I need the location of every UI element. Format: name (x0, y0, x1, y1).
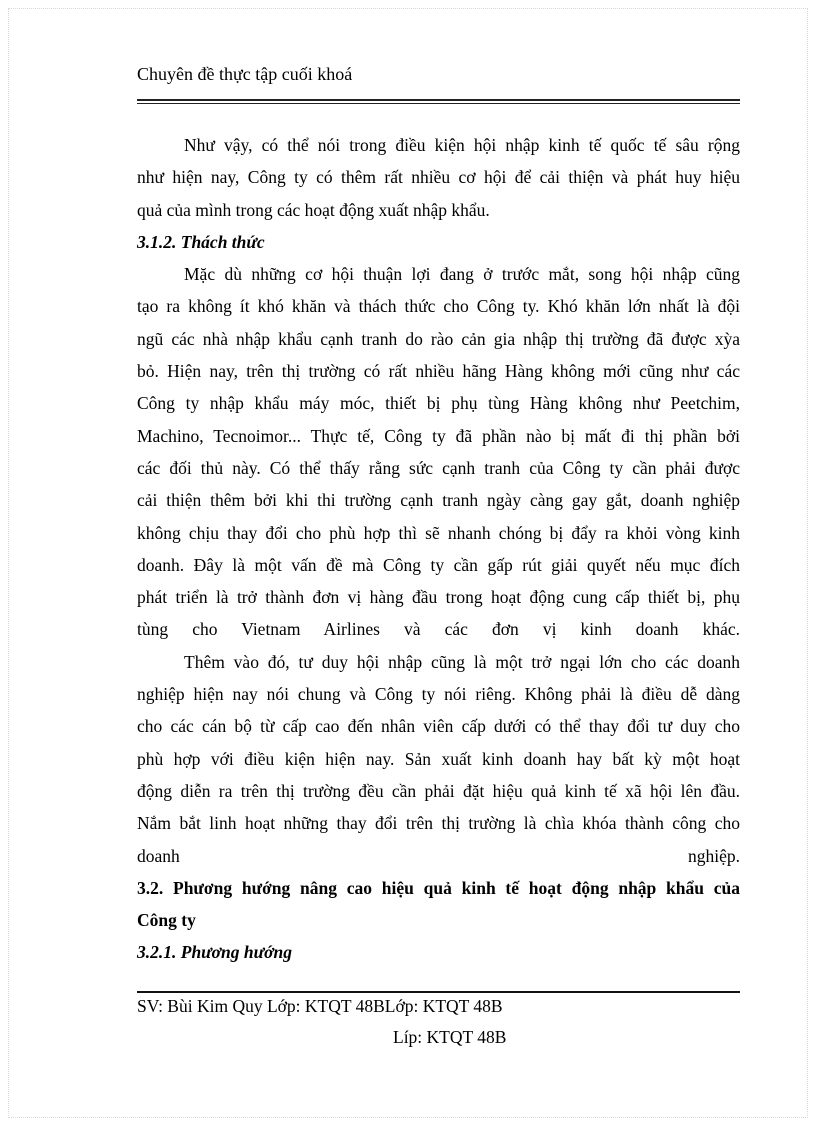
paragraph-line: phù hợp với điều kiện hiện nay. Sản xuất kinh doanh hay bất kỳ một hoạt (137, 748, 740, 769)
section-heading-line: Công ty (137, 910, 196, 931)
paragraph-line: Machino, Tecnoimor... Thực tế, Công ty đã phần nào bị mất đi thị phần bởi (137, 425, 740, 446)
running-header: Chuyên đề thực tập cuối khoá (137, 64, 353, 84)
footer-class-info: Líp: KTQT 48B (393, 1027, 507, 1047)
paragraph-line: Công ty nhập khẩu máy móc, thiết bị phụ tùng Hàng không như Peetchim, (137, 393, 740, 414)
section-heading-line: 3.2.1. Phương hướng (137, 942, 292, 963)
paragraph-line: doanh. Đây là một vấn đề mà Công ty cần gấp rút giải quyết nếu mục đích (137, 554, 740, 575)
paragraph-line: Như vậy, có thể nói trong điều kiện hội nhập kinh tế quốc tế sâu rộng (184, 135, 740, 155)
section-heading-line: 3.1.2. Thách thức (137, 231, 265, 252)
paragraph-line: động diễn ra trên thị trường đều cần phải đặt hiệu quả kinh tế xã hội lên đầu. (137, 780, 740, 801)
paragraph-line: tùng cho Vietnam Airlines và các đơn vị kinh doanh khác. (137, 619, 740, 640)
paragraph-line: ngũ các nhà nhập khẩu cạnh tranh do rào cản gia nhập thị trường đã được xỳa (137, 328, 740, 349)
paragraph-line: như hiện nay, Công ty có thêm rất nhiều cơ hội để cải thiện và phát huy hiệu (137, 167, 740, 188)
paragraph-line: doanh nghiệp. (137, 845, 740, 866)
paragraph-line: tạo ra không ít khó khăn và thách thức cho Công ty. Khó khăn lớn nhất là đội (137, 296, 740, 317)
paragraph-line: Mặc dù những cơ hội thuận lợi đang ở trước mắt, song hội nhập cũng (184, 264, 740, 285)
header-rule (137, 99, 740, 104)
paragraph-line: cải thiện thêm bởi khi thi trường cạnh tranh ngày càng gay gắt, doanh nghiệp (137, 490, 740, 511)
paragraph-line: bỏ. Hiện nay, trên thị trường có rất nhiều hãng Hàng không mới cũng như các (137, 361, 740, 382)
paragraph-line: quả của mình trong các hoạt động xuất nhập khẩu. (137, 199, 490, 220)
paragraph-line: cho các cán bộ từ cấp cao đến nhân viên cấp dưới có thể thay đổi tư duy cho (137, 716, 740, 737)
paragraph-line: phát triển là trở thành đơn vị hàng đầu trong hoạt động cung cấp thiết bị, phụ (137, 587, 740, 608)
footer-student-info: SV: Bùi Kim Quy Lớp: KTQT 48BLớp: KTQT 48B (137, 996, 503, 1016)
paragraph-line: Nắm bắt linh hoạt những thay đổi trên thị trường là chìa khóa thành công cho (137, 813, 740, 834)
paragraph-line: Thêm vào đó, tư duy hội nhập cũng là một trở ngại lớn cho các doanh (184, 651, 740, 672)
paragraph-line: không chịu thay đổi cho phù hợp thì sẽ nhanh chóng bị đẩy ra khỏi vòng kinh (137, 522, 740, 543)
document-body (137, 129, 740, 969)
section-heading-line: 3.2. Phương hướng nâng cao hiệu quả kinh tế hoạt động nhập khẩu của (137, 877, 740, 898)
footer-rule (137, 991, 740, 993)
paragraph-line: các đối thủ này. Có thể thấy rằng sức cạnh tranh của Công ty cần phải được (137, 457, 740, 478)
paragraph-line: nghiệp hiện nay nói chung và Công ty nói riêng. Không phải là điều dễ dàng (137, 684, 740, 705)
